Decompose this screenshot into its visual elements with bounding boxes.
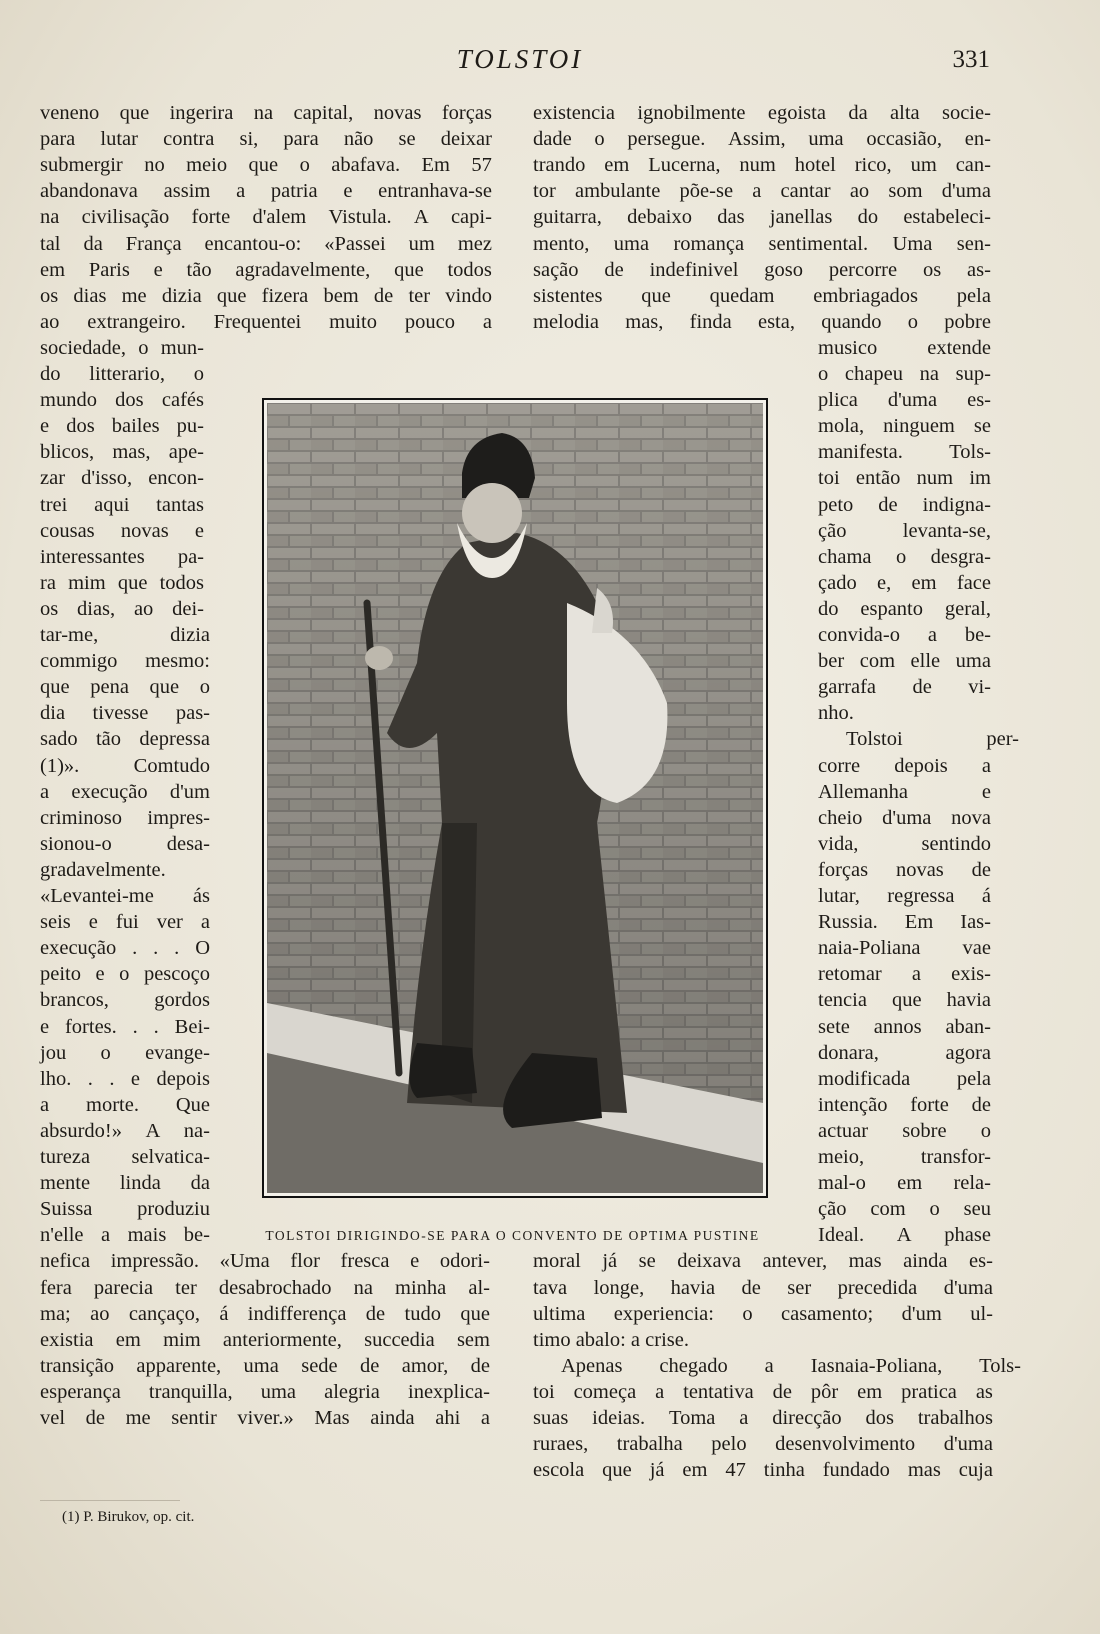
text-line: sociedade, o mun- — [40, 336, 204, 359]
text-line: intenção forte de — [818, 1093, 991, 1116]
text-line: Allemanha e — [818, 780, 991, 803]
text-line: jou o evange- — [40, 1041, 210, 1064]
text-line: musico extende — [818, 336, 991, 359]
text-line: fera parecia ter desabrochado na minha al- — [40, 1276, 490, 1299]
text-line: tava longe, havia de ser precedida d'uma — [533, 1276, 993, 1299]
text-line: do litterario, o — [40, 363, 204, 385]
text-line: guitarra, debaixo das janellas do estabeleci- — [533, 206, 991, 229]
text-line: cousas novas e — [40, 519, 204, 542]
text-line: convida-o a be- — [818, 624, 991, 646]
text-line: chama o desgra- — [818, 545, 991, 568]
text-line: n'elle a mais be- — [40, 1224, 210, 1247]
text-line: mal-o em rela- — [818, 1172, 991, 1195]
text-line: blicos, mas, ape- — [40, 441, 204, 464]
text-line: cheio d'uma nova — [818, 806, 991, 829]
text-line: timo abalo: a crise. — [533, 1328, 689, 1351]
text-line: dade o persegue. Assim, uma occasião, en- — [533, 128, 991, 151]
text-line: do espanto geral, — [818, 597, 991, 620]
text-line: ção com o seu — [818, 1198, 991, 1221]
page-number: 331 — [952, 46, 990, 73]
text-line: suas ideias. Toma a direcção dos trabalhos — [533, 1407, 993, 1429]
text-line: submergir no meio que o abafava. Em 57 — [40, 154, 492, 177]
text-line: lho. . . e depois — [40, 1067, 210, 1090]
text-line: e dos bailes pu- — [40, 415, 204, 438]
text-line: trando em Lucerna, num hotel rico, um can- — [533, 154, 991, 177]
text-line: ma; ao cançaço, á indifferença de tudo que — [40, 1302, 490, 1325]
text-line: ruraes, trabalha pelo desenvolvimento d'uma — [533, 1433, 993, 1456]
text-line: mento, uma romança sentimental. Uma sen- — [533, 232, 991, 255]
text-line: Suissa produziu — [40, 1198, 210, 1221]
text-line: transição apparente, uma sede de amor, de — [40, 1354, 490, 1377]
text-line: nefica impressão. «Uma flor fresca e odori- — [40, 1250, 490, 1273]
text-line: tal da França encantou-o: «Passei um mez — [40, 232, 492, 255]
text-line: sação de indefinivel goso percorre os as- — [533, 258, 991, 281]
text-line: trei aqui tantas — [40, 493, 204, 516]
text-line: a morte. Que — [40, 1093, 210, 1116]
text-line: gradavelmente. — [40, 858, 166, 881]
text-line: para lutar contra si, para não se deixar — [40, 128, 492, 151]
footnote-divider — [40, 1500, 180, 1501]
photograph-tolstoi-walking — [267, 403, 763, 1193]
text-line: dia tivesse pas- — [40, 702, 210, 725]
text-line: Tolstoi per- — [846, 728, 1019, 751]
text-line: na civilisação forte d'alem Vistula. A capi- — [40, 206, 492, 229]
text-line: (1)». Comtudo — [40, 754, 210, 777]
text-line: actuar sobre o — [818, 1119, 991, 1142]
text-line: tureza selvatica- — [40, 1146, 210, 1168]
text-line: sionou-o desa- — [40, 832, 210, 855]
text-line: ra mim que todos — [40, 571, 204, 594]
text-line: modificada pela — [818, 1067, 991, 1090]
text-line: toi começa a tentativa de pôr em pratica as — [533, 1380, 993, 1403]
text-line: esperança tranquilla, uma alegria inexplica- — [40, 1380, 490, 1403]
text-line: ber com elle uma — [818, 650, 991, 673]
text-line: donara, agora — [818, 1041, 991, 1064]
text-line: ultima experiencia: o casamento; d'um ul- — [533, 1302, 993, 1325]
text-line: çado e, em face — [818, 571, 991, 594]
text-line: ção levanta-se, — [818, 519, 991, 542]
text-line: os dias me dizia que fizera bem de ter vindo — [40, 284, 492, 307]
text-line: em Paris e tão agradavelmente, que todos — [40, 258, 492, 281]
text-line: corre depois a — [818, 754, 991, 777]
text-line: naia-Poliana vae — [818, 937, 991, 960]
text-line: criminoso impres- — [40, 806, 210, 829]
text-line: lutar, regressa á — [818, 885, 991, 907]
text-line: zar d'isso, encon- — [40, 467, 204, 490]
text-line: meio, transfor- — [818, 1146, 991, 1168]
text-line: toi então num im — [818, 467, 991, 490]
text-line: peito e o pescoço — [40, 963, 210, 986]
text-line: vida, sentindo — [818, 832, 991, 855]
text-line: «Levantei-me ás — [40, 885, 210, 907]
text-line: os dias, ao dei- — [40, 597, 204, 620]
text-line: o chapeu na sup- — [818, 363, 991, 385]
text-line: tor ambulante põe-se a cantar ao som d'uma — [533, 180, 991, 203]
text-line: escola que já em 47 tinha fundado mas cuja — [533, 1459, 993, 1482]
text-line: garrafa de vi- — [818, 676, 991, 699]
text-line: commigo mesmo: — [40, 650, 210, 673]
text-line: Russia. Em Ias- — [818, 911, 991, 934]
text-line: melodia mas, finda esta, quando o pobre — [533, 310, 991, 333]
text-line: tar-me, dizia — [40, 624, 210, 646]
text-line: existencia ignobilmente egoista da alta socie- — [533, 102, 991, 124]
text-line: plica d'uma es- — [818, 389, 991, 412]
text-line: nho. — [818, 702, 854, 725]
footnote: (1) P. Birukov, op. cit. — [62, 1509, 195, 1525]
text-line: a execução d'um — [40, 780, 210, 803]
text-line: peto de indigna- — [818, 493, 991, 516]
text-line: absurdo!» A na- — [40, 1119, 210, 1142]
running-head — [0, 42, 1100, 82]
text-line: sete annos aban- — [818, 1015, 991, 1038]
text-line: abandonava assim a patria e entranhava-se — [40, 180, 492, 203]
text-line: sistentes que quedam embriagados pela — [533, 284, 991, 307]
text-line: sado tão depressa — [40, 728, 210, 751]
photograph-figure — [262, 398, 768, 1198]
text-line: manifesta. Tols- — [818, 441, 991, 464]
text-line: veneno que ingerira na capital, novas forças — [40, 102, 492, 124]
text-line: forças novas de — [818, 858, 991, 881]
text-line: mola, ninguem se — [818, 415, 991, 438]
text-line: vel de me sentir viver.» Mas ainda ahi a — [40, 1407, 490, 1429]
text-line: existia em mim anteriormente, succedia sem — [40, 1328, 490, 1351]
text-line: mente linda da — [40, 1172, 210, 1195]
text-line: moral já se deixava antever, mas ainda es- — [533, 1250, 993, 1273]
text-line: Ideal. A phase — [818, 1224, 991, 1247]
text-line: tencia que havia — [818, 989, 991, 1012]
text-line: retomar a exis- — [818, 963, 991, 986]
text-line: Apenas chegado a Iasnaia-Poliana, Tols- — [561, 1354, 1021, 1377]
text-line: que pena que o — [40, 676, 210, 699]
text-line: ao extrangeiro. Frequentei muito pouco a — [40, 310, 492, 333]
text-line: brancos, gordos — [40, 989, 210, 1012]
text-line: mundo dos cafés — [40, 389, 204, 412]
figure-caption: TOLSTOI DIRIGINDO-SE PARA O CONVENTO DE OPTIMA PUSTINE — [265, 1228, 760, 1243]
text-line: interessantes pa- — [40, 545, 204, 568]
text-line: e fortes. . . Bei- — [40, 1015, 210, 1038]
page-title: TOLSTOI — [456, 44, 584, 74]
text-line: seis e fui ver a — [40, 911, 210, 934]
text-line: execução . . . O — [40, 937, 210, 960]
